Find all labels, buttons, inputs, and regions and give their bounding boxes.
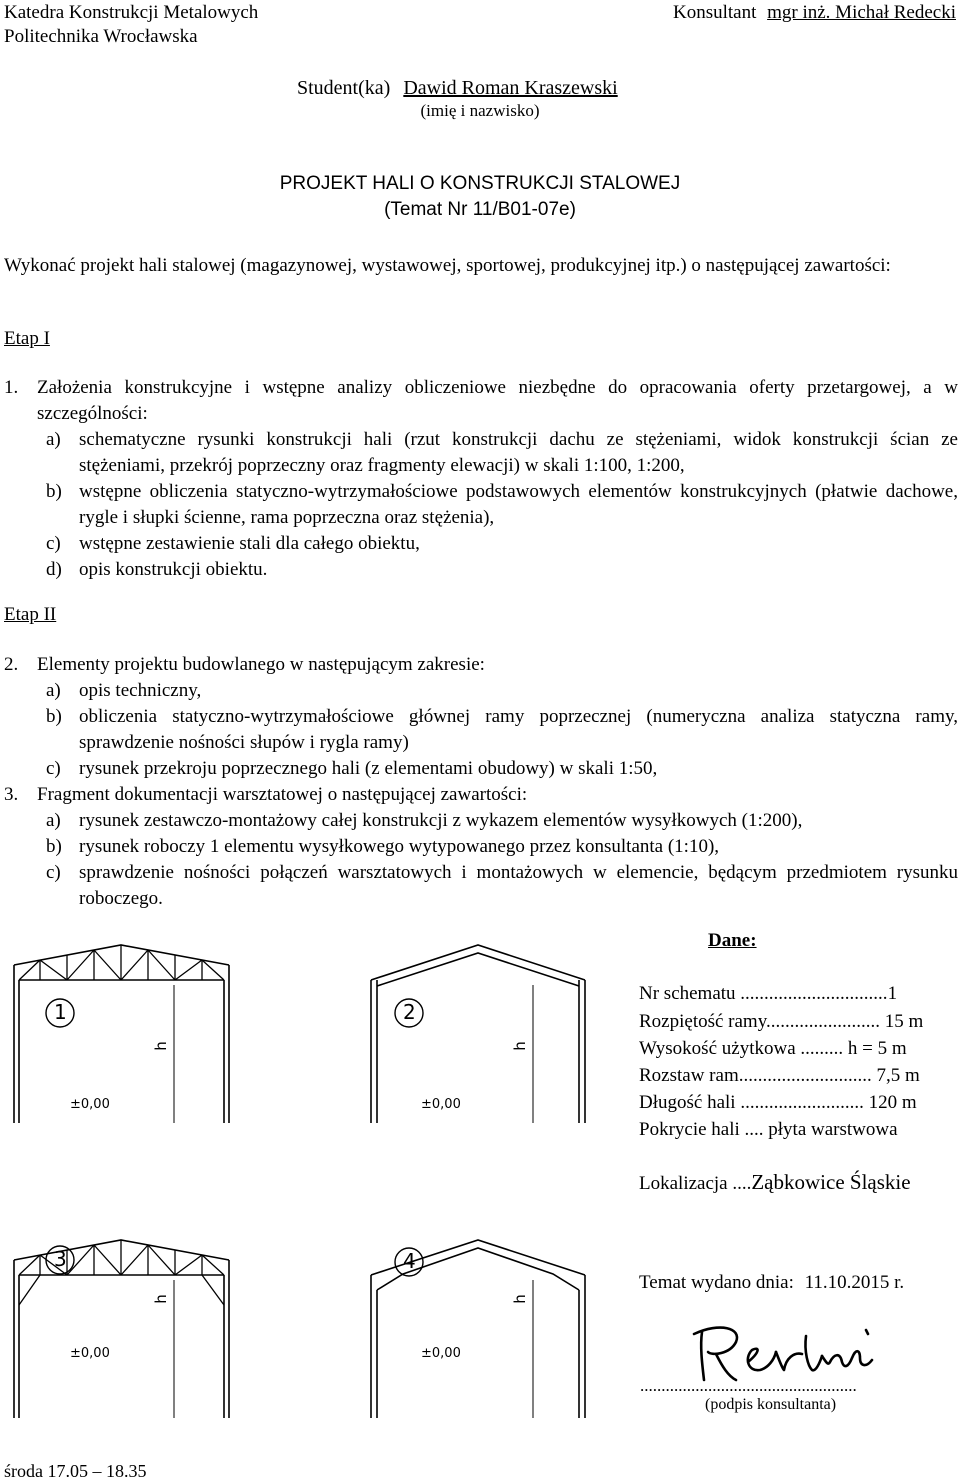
list-item: d) opis konstrukcji obiektu.: [46, 559, 268, 580]
list-item: a) schematyczne rysunki konstrukcji hali (rzut konstrukcji dachu ze stężeniami, widok konstrukcji ścian ze stężeniami, przekrój poprzeczny oraz fragmenty elewacji) w skali 1:100, 1:200,: [46, 429, 958, 476]
location-value: Ząbkowice Śląskie: [751, 1170, 911, 1194]
list-item: a) rysunek zestawczo-montażowy całej konstrukcji z wykazem elementów wysyłkowych (1:200),: [46, 810, 803, 831]
gable-frame-drawing: [363, 1230, 593, 1420]
student-line: [297, 77, 618, 100]
level-label: ±0,00: [70, 1346, 110, 1361]
truss-frame-drawing: [4, 935, 234, 1125]
header-consultant: [673, 2, 956, 24]
signature-line: ...................................................: [640, 1376, 857, 1395]
truss-frame-drawing: [4, 1230, 234, 1420]
consultant-name: mgr inż. Michał Redecki: [767, 2, 956, 23]
frame-scheme-4: [363, 1230, 593, 1420]
page-title: PROJEKT HALI O KONSTRUKCJI STALOWEJ: [279, 173, 681, 194]
height-label: h: [151, 1041, 170, 1051]
list-item: b) wstępne obliczenia statyczno-wytrzymałościowe podstawowych elementów konstrukcyjnych (płatwie dachowe, rygle i słupki ścienne, rama poprzeczna oraz stężenia),: [46, 481, 958, 528]
etap-1-list: [4, 375, 958, 583]
list-item: c) sprawdzenie nośności połączeń warsztatowych i montażowych w elemencie, będącym przedmiotem rysunku roboczego.: [46, 862, 958, 909]
student-label: Student(ka): [297, 77, 391, 99]
list-item: b) obliczenia statyczno-wytrzymałościowe głównej ramy poprzecznej (numeryczna analiza statyczna ramy, sprawdzenie nośności słupów i rygla ramy): [46, 706, 958, 753]
level-label: ±0,00: [421, 1346, 461, 1361]
signature-caption: (podpis konsultanta): [705, 1396, 837, 1413]
dane-row: Pokrycie hali .... płyta warstwowa: [639, 1119, 898, 1140]
height-label: h: [510, 1041, 529, 1051]
frame-scheme-3: [4, 1230, 234, 1420]
dane-row: Długość hali .......................... 120 m: [639, 1092, 917, 1113]
list-item: 2. Elementy projektu budowlanego w następującym zakresie:: [4, 654, 485, 675]
dane-row: Rozstaw ram............................ 7,5 m: [639, 1065, 920, 1086]
scheme-number: 1: [54, 1000, 67, 1024]
scheme-number: 4: [403, 1249, 416, 1273]
issued-row: [639, 1272, 904, 1294]
dane-row: Nr schematu ...............................1: [639, 983, 898, 1004]
frame-scheme-2: [363, 935, 593, 1125]
etap-1-heading: Etap I: [4, 328, 50, 349]
consultant-label: Konsultant: [672, 2, 757, 23]
student-name: Dawid Roman Kraszewski: [403, 77, 618, 99]
issued-label: Temat wydano dnia:: [639, 1272, 794, 1293]
etap-2-list: [4, 652, 958, 912]
list-item: c) rysunek przekroju poprzecznego hali (z elementami obudowy) w skali 1:50,: [46, 758, 658, 779]
student-caption: (imię i nazwisko): [420, 101, 540, 120]
level-label: ±0,00: [70, 1097, 110, 1112]
issued-date: 11.10.2015 r.: [804, 1272, 905, 1293]
gable-frame-drawing: [363, 935, 593, 1125]
height-label: h: [510, 1294, 529, 1304]
list-item: 3. Fragment dokumentacji warsztatowej o następującej zawartości:: [4, 784, 528, 805]
height-label: h: [151, 1294, 170, 1304]
level-label: ±0,00: [421, 1097, 461, 1112]
header-department: Katedra Konstrukcji Metalowych: [4, 2, 259, 23]
dane-heading: Dane:: [708, 930, 757, 951]
list-item: b) rysunek roboczy 1 elementu wysyłkowego wytypowanego przez konsultanta (1:10),: [46, 836, 720, 857]
header-university: Politechnika Wrocławska: [4, 26, 198, 47]
location-label: Lokalizacja ....: [639, 1173, 752, 1194]
scheme-number: 3: [54, 1247, 67, 1271]
etap-2-heading: Etap II: [4, 604, 57, 625]
location-row: [639, 1170, 911, 1195]
list-item: c) wstępne zestawienie stali dla całego obiektu,: [46, 533, 420, 554]
frame-scheme-1: [4, 935, 234, 1125]
intro-text: Wykonać projekt hali stalowej (magazynowej, wystawowej, sportowej, produkcyjnej itp.) o następującej zawartości:: [4, 255, 891, 276]
scheme-number: 2: [403, 1000, 416, 1024]
footer-schedule: środa 17.05 – 18.35: [4, 1461, 147, 1481]
topic-number: (Temat Nr 11/B01-07e): [384, 199, 576, 220]
dane-row: Wysokość użytkowa ......... h = 5 m: [639, 1038, 907, 1059]
dane-row: Rozpiętość ramy........................ 15 m: [639, 1011, 924, 1032]
list-item: a) opis techniczny,: [46, 680, 202, 701]
list-item: 1. Założenia konstrukcyjne i wstępne analizy obliczeniowe niezbędne do opracowania oferty przetargowej, a w szczególności:: [4, 377, 958, 424]
